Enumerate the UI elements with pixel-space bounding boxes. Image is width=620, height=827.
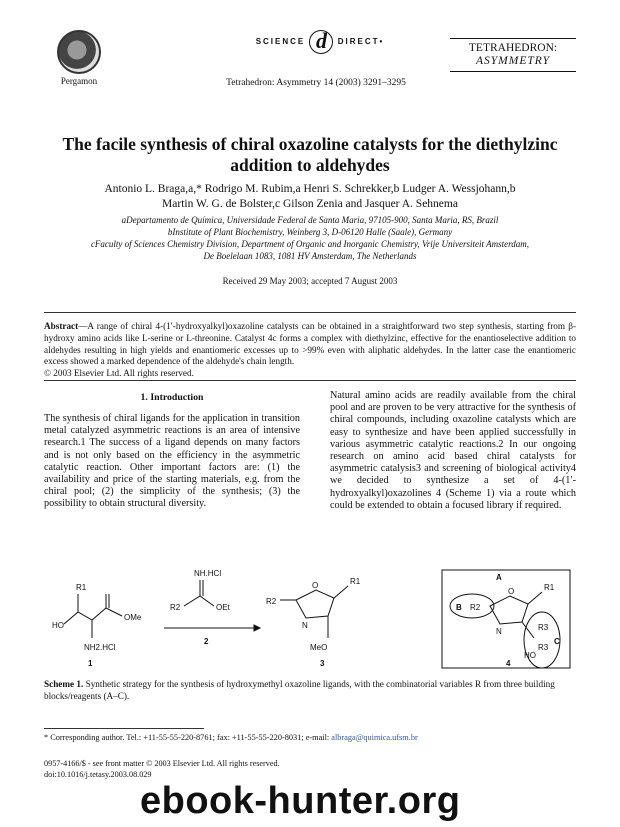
compound-1-label: 1 xyxy=(88,659,93,668)
scheme-label-ho-c4: HO xyxy=(524,651,536,660)
authors-line2: Martin W. G. de Bolster,c Gilson Zenia and Jasquer A. Sehnema xyxy=(162,198,458,210)
scheme-label-ome-c1: OMe xyxy=(124,613,142,622)
front-matter-doi: doi:10.1016/j.tetasy.2003.08.029 xyxy=(44,770,152,779)
publisher-name: Pergamon xyxy=(60,76,98,86)
scheme-label-nh2hcl: NH2.HCl xyxy=(84,643,116,652)
affiliation-c: cFaculty of Sciences Chemistry Division, Department of Organic and Inorganic Chemistry, Vrije Universiteit Amsterdam, xyxy=(90,239,530,249)
paper-title: The facile synthesis of chiral oxazoline catalysts for the diethylzinc addition to aldehydes xyxy=(62,134,558,175)
scheme-1-figure xyxy=(44,566,576,674)
authors xyxy=(44,182,576,212)
scheme-label-n-c3: N xyxy=(302,621,308,630)
compound-3-label: 3 xyxy=(320,659,325,668)
affiliation-b: bInstitute of Plant Biochemistry, Weinberg 3, D-06120 Halle (Saale), Germany xyxy=(167,227,453,237)
affiliation-a: aDepartamento de Química, Universidade Federal de Santa Maria, 97105-900, Santa Maria, RS, Brazil xyxy=(121,215,499,225)
footnote-divider xyxy=(44,728,204,729)
scheme-label-a: A xyxy=(496,573,502,582)
scheme-label-b: B xyxy=(456,603,462,612)
scheme-label-n-c4: N xyxy=(496,627,502,636)
front-matter-issn: 0957-4166/$ - see front matter © 2003 Elsevier Ltd. All rights reserved. xyxy=(44,759,280,768)
footnote-text: * Corresponding author. Tel.: +11-55-55-220-8761; fax: +11-55-55-220-8031; e-mail: xyxy=(44,733,332,742)
scheme-caption-text: Synthetic strategy for the synthesis of hydroxymethyl oxazoline ligands, with the combinatorial variables R from three building blocks/reagents (A–C). xyxy=(44,679,555,701)
scheme-label-oet: OEt xyxy=(216,603,230,612)
journal-name-box xyxy=(450,38,576,72)
scheme-label-r3-top: R3 xyxy=(538,623,549,632)
received-dates: Received 29 May 2003; accepted 7 August 2003 xyxy=(222,276,398,286)
scheme-label-r2-c2: R2 xyxy=(170,603,181,612)
divider-abstract xyxy=(44,380,576,381)
scheme-label-r2-c4: R2 xyxy=(470,603,481,612)
front-matter xyxy=(44,758,344,780)
pergamon-logo-icon xyxy=(57,30,101,74)
scheme-label-c: C xyxy=(554,637,560,646)
scheme-caption-label: Scheme 1. xyxy=(44,679,84,689)
affiliation-c-cont: De Boelelaan 1083, 1081 HV Amsterdam, The Netherlands xyxy=(203,251,417,261)
divider-top xyxy=(44,312,576,313)
scheme-label-r2-c3: R2 xyxy=(266,597,277,606)
abstract-label: Abstract xyxy=(44,321,79,331)
authors-line1: Antonio L. Braga,a,* Rodrigo M. Rubim,a Henri S. Schrekker,b Ludger A. Wessjohann,b xyxy=(104,183,516,195)
scheme-label-ho-c1: HO xyxy=(52,621,64,630)
scheme-label-o-c3: O xyxy=(312,581,319,590)
compound-4-label: 4 xyxy=(506,659,511,668)
scheme-caption xyxy=(44,679,576,702)
scheme-label-r3-bottom: R3 xyxy=(538,643,549,652)
scheme-label-r1-c3: R1 xyxy=(350,577,361,586)
affiliations xyxy=(44,214,576,262)
abstract-text: —A range of chiral 4-(1′-hydroxyalkyl)oxazoline catalysts can be obtained in a straightforward two step synthesis, starting from β-hydroxy amino acids like L-serine or L-threonine. Catalyst 4c forms a complex with diethylzinc, effective for the enantioselective addition to aldehydes resulting in high yields and enantiomeric excesses up to >99% even with aliphatic aldehydes. In the latter case the enantiomeric excess showed a marked dependence of the aldehyde's chain length. xyxy=(44,321,576,367)
intro-left-column: The synthesis of chiral ligands for the application in transition metal catalyzed asymmetric reactions is an area of intensive research.1 The success of a ligand depends on many factors and is not only based on the efficiency in the asymmetric catalytic reaction. Other important factors are: (1) the availability and price of the starting materials, e.g. from the chiral pool; (2) the simplicity of the synthesis; (3) the possibility to obtain structural diversity. xyxy=(44,413,300,510)
journal-name-line1: TETRAHEDRON: xyxy=(468,42,558,54)
compound-2-label: 2 xyxy=(204,637,209,646)
scheme-label-r1-c1: R1 xyxy=(76,583,87,592)
scheme-label-nhhcl: NH.HCl xyxy=(194,569,222,578)
journal-name-line2: ASYMMETRY xyxy=(476,55,550,67)
footnote xyxy=(44,733,576,742)
section-heading: 1. Introduction xyxy=(140,392,204,403)
watermark: ebook-hunter.org xyxy=(140,780,461,822)
author-email-link[interactable]: albraga@quimica.ufsm.br xyxy=(331,733,418,742)
journal-reference: Tetrahedron: Asymmetry 14 (2003) 3291–3295 xyxy=(226,78,406,88)
abstract xyxy=(44,321,576,380)
scheme-label-o-c4: O xyxy=(508,587,515,596)
intro-right-column: Natural amino acids are readily available from the chiral pool and are proven to be very attractive for the synthesis of chiral compounds, including oxazoline catalysts which are easy to synthesize and have been applied successfully in various asymmetric catalytic reactions.2 In our ongoing research on amino acid based chiral catalysts for asymmetric catalysis3 and screening of biological activity4 we decided to synthesize a set of 4-(1′-hydroxyalkyl)oxazolines 4 (Scheme 1) via a route which could be extended to obtain a focused library if required. xyxy=(330,390,576,511)
publisher-logo-block xyxy=(44,30,114,86)
sciencedirect-logo: SCIENCE d DIRECT• xyxy=(255,28,385,53)
scheme-label-meo: MeO xyxy=(310,643,328,652)
abstract-copyright: © 2003 Elsevier Ltd. All rights reserved. xyxy=(44,368,194,379)
scheme-label-r1-c4: R1 xyxy=(544,583,555,592)
